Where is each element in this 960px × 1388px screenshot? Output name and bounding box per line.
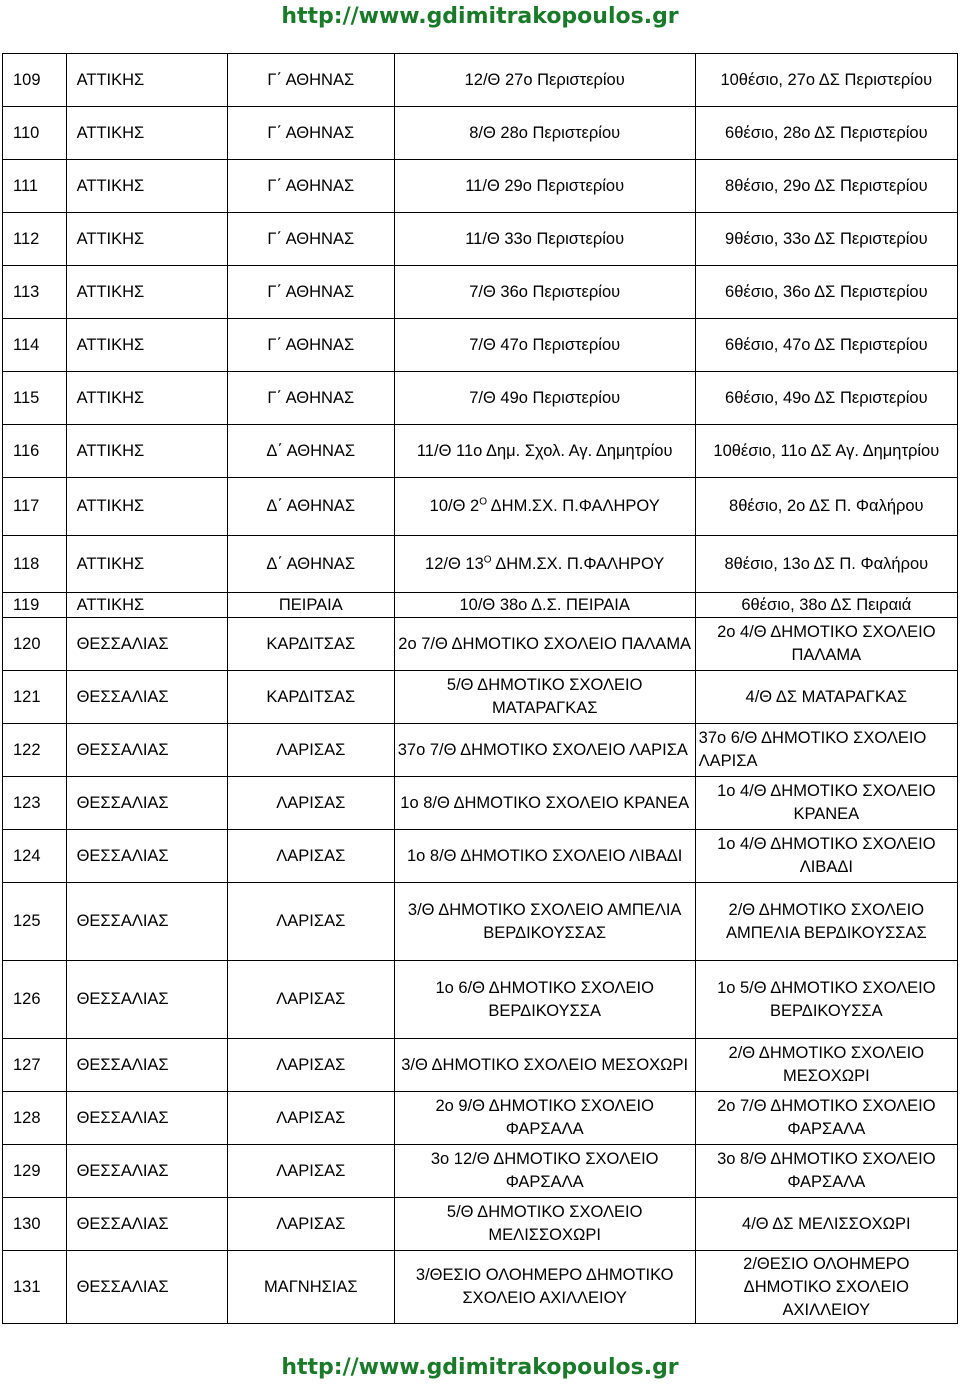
directorate-cell: ΛΑΡΙΣΑΣ (227, 1198, 394, 1251)
row-number: 118 (3, 536, 67, 593)
school-from-cell: 3/Θ ΔΗΜΟΤΙΚΟ ΣΧΟΛΕΙΟ ΜΕΣΟΧΩΡΙ (394, 1039, 695, 1092)
directorate-cell: Γ΄ ΑΘΗΝΑΣ (227, 266, 394, 319)
school-to-cell: 6θέσιο, 28ο ΔΣ Περιστερίου (695, 107, 957, 160)
table-row (3, 1251, 958, 1324)
school-from-cell: 1ο 8/Θ ΔΗΜΟΤΙΚΟ ΣΧΟΛΕΙΟ ΛΙΒΑΔΙ (394, 830, 695, 883)
region-cell: ΘΕΣΣΑΛΙΑΣ (66, 618, 227, 671)
region-cell: ΘΕΣΣΑΛΙΑΣ (66, 671, 227, 724)
row-number: 129 (3, 1145, 67, 1198)
school-from-cell: 5/Θ ΔΗΜΟΤΙΚΟ ΣΧΟΛΕΙΟ ΜΕΛΙΣΣΟΧΩΡΙ (394, 1198, 695, 1251)
school-to-cell: 8θέσιο, 29ο ΔΣ Περιστερίου (695, 160, 957, 213)
header-site-link[interactable]: http://www.gdimitrakopoulos.gr (281, 4, 679, 29)
row-number: 127 (3, 1039, 67, 1092)
directorate-cell: ΛΑΡΙΣΑΣ (227, 777, 394, 830)
school-from-cell: 3/ΘΕΣΙΟ ΟΛΟΗΜΕΡΟ ΔΗΜΟΤΙΚΟ ΣΧΟΛΕΙΟ ΑΧΙΛΛΕΙΟΥ (394, 1251, 695, 1324)
table-row (3, 425, 958, 478)
table-row (3, 319, 958, 372)
school-from-cell: 11/Θ 33ο Περιστερίου (394, 213, 695, 266)
directorate-cell: Γ΄ ΑΘΗΝΑΣ (227, 54, 394, 107)
school-from-cell: 8/Θ 28ο Περιστερίου (394, 107, 695, 160)
school-table-body (3, 54, 958, 1324)
directorate-cell: ΚΑΡΔΙΤΣΑΣ (227, 618, 394, 671)
school-to-cell: 10θέσιο, 27ο ΔΣ Περιστερίου (695, 54, 957, 107)
ordinal-superscript: Ο (483, 554, 492, 565)
table-row (3, 1198, 958, 1251)
school-from-cell: 1ο 6/Θ ΔΗΜΟΤΙΚΟ ΣΧΟΛΕΙΟ ΒΕΡΔΙΚΟΥΣΣΑ (394, 961, 695, 1039)
school-from-cell: 12/Θ 27ο Περιστερίου (394, 54, 695, 107)
directorate-cell: Γ΄ ΑΘΗΝΑΣ (227, 372, 394, 425)
school-from-cell: 3/Θ ΔΗΜΟΤΙΚΟ ΣΧΟΛΕΙΟ ΑΜΠΕΛΙΑ ΒΕΡΔΙΚΟΥΣΣΑΣ (394, 883, 695, 961)
row-number: 113 (3, 266, 67, 319)
table-row (3, 478, 958, 536)
table-row (3, 671, 958, 724)
school-to-cell: 2ο 4/Θ ΔΗΜΟΤΙΚΟ ΣΧΟΛΕΙΟ ΠΑΛΑΜΑ (695, 618, 957, 671)
row-number: 117 (3, 478, 67, 536)
directorate-cell: Δ΄ ΑΘΗΝΑΣ (227, 536, 394, 593)
table-row (3, 1145, 958, 1198)
table-row (3, 54, 958, 107)
school-to-cell: 8θέσιο, 2ο ΔΣ Π. Φαλήρου (695, 478, 957, 536)
school-from-text: ΔΗΜ.ΣΧ. Π.ΦΑΛΗΡΟΥ (491, 554, 665, 573)
region-cell: ΑΤΤΙΚΗΣ (66, 593, 227, 618)
region-cell: ΘΕΣΣΑΛΙΑΣ (66, 1198, 227, 1251)
directorate-cell: ΛΑΡΙΣΑΣ (227, 1039, 394, 1092)
row-number: 110 (3, 107, 67, 160)
school-from-cell: 37ο 7/Θ ΔΗΜΟΤΙΚΟ ΣΧΟΛΕΙΟ ΛΑΡΙΣΑ (394, 724, 695, 777)
school-from-text: 12/Θ 13 (425, 554, 484, 573)
table-row (3, 830, 958, 883)
table-row (3, 883, 958, 961)
school-from-cell (394, 536, 695, 593)
table-row (3, 160, 958, 213)
school-to-cell: 37ο 6/Θ ΔΗΜΟΤΙΚΟ ΣΧΟΛΕΙΟ ΛΑΡΙΣΑ (695, 724, 957, 777)
ordinal-superscript: Ο (479, 496, 487, 508)
region-cell: ΑΤΤΙΚΗΣ (66, 536, 227, 593)
school-from-cell: 7/Θ 49ο Περιστερίου (394, 372, 695, 425)
school-to-cell: 8θέσιο, 13ο ΔΣ Π. Φαλήρου (695, 536, 957, 593)
school-to-cell: 9θέσιο, 33ο ΔΣ Περιστερίου (695, 213, 957, 266)
school-to-cell: 6θέσιο, 47ο ΔΣ Περιστερίου (695, 319, 957, 372)
school-to-cell: 10θέσιο, 11ο ΔΣ Αγ. Δημητρίου (695, 425, 957, 478)
row-number: 115 (3, 372, 67, 425)
footer-site-link[interactable]: http://www.gdimitrakopoulos.gr (281, 1355, 679, 1380)
school-from-text: 10/Θ 2 (429, 497, 480, 515)
region-cell: ΑΤΤΙΚΗΣ (66, 266, 227, 319)
school-from-cell: 5/Θ ΔΗΜΟΤΙΚΟ ΣΧΟΛΕΙΟ ΜΑΤΑΡΑΓΚΑΣ (394, 671, 695, 724)
row-number: 131 (3, 1251, 67, 1324)
table-row (3, 372, 958, 425)
row-number: 114 (3, 319, 67, 372)
school-to-cell: 2/Θ ΔΗΜΟΤΙΚΟ ΣΧΟΛΕΙΟ ΜΕΣΟΧΩΡΙ (695, 1039, 957, 1092)
region-cell: ΑΤΤΙΚΗΣ (66, 213, 227, 266)
region-cell: ΘΕΣΣΑΛΙΑΣ (66, 1039, 227, 1092)
school-to-cell: 1ο 5/Θ ΔΗΜΟΤΙΚΟ ΣΧΟΛΕΙΟ ΒΕΡΔΙΚΟΥΣΣΑ (695, 961, 957, 1039)
row-number: 119 (3, 593, 67, 618)
region-cell: ΘΕΣΣΑΛΙΑΣ (66, 777, 227, 830)
school-from-cell: 1ο 8/Θ ΔΗΜΟΤΙΚΟ ΣΧΟΛΕΙΟ ΚΡΑΝΕΑ (394, 777, 695, 830)
table-row (3, 1092, 958, 1145)
row-number: 122 (3, 724, 67, 777)
directorate-cell: ΜΑΓΝΗΣΙΑΣ (227, 1251, 394, 1324)
school-from-cell: 2ο 9/Θ ΔΗΜΟΤΙΚΟ ΣΧΟΛΕΙΟ ΦΑΡΣΑΛΑ (394, 1092, 695, 1145)
table-row (3, 107, 958, 160)
school-to-cell: 2/ΘΕΣΙΟ ΟΛΟΗΜΕΡΟ ΔΗΜΟΤΙΚΟ ΣΧΟΛΕΙΟ ΑΧΙΛΛΕΙΟΥ (695, 1251, 957, 1324)
directorate-cell: Γ΄ ΑΘΗΝΑΣ (227, 107, 394, 160)
row-number: 128 (3, 1092, 67, 1145)
directorate-cell: Γ΄ ΑΘΗΝΑΣ (227, 213, 394, 266)
school-from-cell: 10/Θ 38ο Δ.Σ. ΠΕΙΡΑΙΑ (394, 593, 695, 618)
school-from-cell: 7/Θ 36ο Περιστερίου (394, 266, 695, 319)
school-to-cell: 2ο 7/Θ ΔΗΜΟΤΙΚΟ ΣΧΟΛΕΙΟ ΦΑΡΣΑΛΑ (695, 1092, 957, 1145)
school-to-cell: 6θέσιο, 36ο ΔΣ Περιστερίου (695, 266, 957, 319)
school-from-cell: 3ο 12/Θ ΔΗΜΟΤΙΚΟ ΣΧΟΛΕΙΟ ΦΑΡΣΑΛΑ (394, 1145, 695, 1198)
school-to-cell: 1ο 4/Θ ΔΗΜΟΤΙΚΟ ΣΧΟΛΕΙΟ ΛΙΒΑΔΙ (695, 830, 957, 883)
directorate-cell: Δ΄ ΑΘΗΝΑΣ (227, 425, 394, 478)
table-row (3, 1039, 958, 1092)
school-from-cell: 7/Θ 47ο Περιστερίου (394, 319, 695, 372)
school-to-cell: 2/Θ ΔΗΜΟΤΙΚΟ ΣΧΟΛΕΙΟ ΑΜΠΕΛΙΑ ΒΕΡΔΙΚΟΥΣΣΑΣ (695, 883, 957, 961)
directorate-cell: ΛΑΡΙΣΑΣ (227, 1092, 394, 1145)
directorate-cell: ΛΑΡΙΣΑΣ (227, 724, 394, 777)
directorate-cell: Δ΄ ΑΘΗΝΑΣ (227, 478, 394, 536)
region-cell: ΘΕΣΣΑΛΙΑΣ (66, 830, 227, 883)
region-cell: ΑΤΤΙΚΗΣ (66, 107, 227, 160)
row-number: 111 (3, 160, 67, 213)
school-from-cell: 2ο 7/Θ ΔΗΜΟΤΙΚΟ ΣΧΟΛΕΙΟ ΠΑΛΑΜΑ (394, 618, 695, 671)
school-table (2, 53, 958, 1324)
region-cell: ΑΤΤΙΚΗΣ (66, 372, 227, 425)
row-number: 126 (3, 961, 67, 1039)
table-row (3, 593, 958, 618)
region-cell: ΘΕΣΣΑΛΙΑΣ (66, 961, 227, 1039)
school-to-cell: 3ο 8/Θ ΔΗΜΟΤΙΚΟ ΣΧΟΛΕΙΟ ΦΑΡΣΑΛΑ (695, 1145, 957, 1198)
region-cell: ΘΕΣΣΑΛΙΑΣ (66, 1092, 227, 1145)
table-row (3, 777, 958, 830)
table-row (3, 618, 958, 671)
directorate-cell: Γ΄ ΑΘΗΝΑΣ (227, 319, 394, 372)
row-number: 109 (3, 54, 67, 107)
directorate-cell: ΛΑΡΙΣΑΣ (227, 961, 394, 1039)
school-from-cell: 11/Θ 29ο Περιστερίου (394, 160, 695, 213)
directorate-cell: ΚΑΡΔΙΤΣΑΣ (227, 671, 394, 724)
region-cell: ΑΤΤΙΚΗΣ (66, 478, 227, 536)
row-number: 123 (3, 777, 67, 830)
region-cell: ΑΤΤΙΚΗΣ (66, 319, 227, 372)
school-to-cell: 6θέσιο, 38ο ΔΣ Πειραιά (695, 593, 957, 618)
school-from-cell (394, 478, 695, 536)
school-to-cell: 6θέσιο, 49ο ΔΣ Περιστερίου (695, 372, 957, 425)
directorate-cell: ΠΕΙΡΑΙΑ (227, 593, 394, 618)
region-cell: ΑΤΤΙΚΗΣ (66, 425, 227, 478)
school-to-cell: 4/Θ ΔΣ ΜΕΛΙΣΣΟΧΩΡΙ (695, 1198, 957, 1251)
region-cell: ΘΕΣΣΑΛΙΑΣ (66, 883, 227, 961)
row-number: 120 (3, 618, 67, 671)
directorate-cell: ΛΑΡΙΣΑΣ (227, 883, 394, 961)
table-row (3, 536, 958, 593)
region-cell: ΘΕΣΣΑΛΙΑΣ (66, 1145, 227, 1198)
region-cell: ΘΕΣΣΑΛΙΑΣ (66, 1251, 227, 1324)
row-number: 121 (3, 671, 67, 724)
region-cell: ΑΤΤΙΚΗΣ (66, 54, 227, 107)
region-cell: ΑΤΤΙΚΗΣ (66, 160, 227, 213)
table-row (3, 724, 958, 777)
table-row (3, 961, 958, 1039)
school-from-cell: 11/Θ 11ο Δημ. Σχολ. Αγ. Δημητρίου (394, 425, 695, 478)
directorate-cell: ΛΑΡΙΣΑΣ (227, 1145, 394, 1198)
row-number: 130 (3, 1198, 67, 1251)
directorate-cell: Γ΄ ΑΘΗΝΑΣ (227, 160, 394, 213)
school-from-text: ΔΗΜ.ΣΧ. Π.ΦΑΛΗΡΟΥ (486, 497, 660, 515)
row-number: 124 (3, 830, 67, 883)
directorate-cell: ΛΑΡΙΣΑΣ (227, 830, 394, 883)
table-row (3, 266, 958, 319)
region-cell: ΘΕΣΣΑΛΙΑΣ (66, 724, 227, 777)
row-number: 116 (3, 425, 67, 478)
school-to-cell: 4/Θ ΔΣ ΜΑΤΑΡΑΓΚΑΣ (695, 671, 957, 724)
row-number: 125 (3, 883, 67, 961)
table-row (3, 213, 958, 266)
row-number: 112 (3, 213, 67, 266)
school-to-cell: 1ο 4/Θ ΔΗΜΟΤΙΚΟ ΣΧΟΛΕΙΟ ΚΡΑΝΕΑ (695, 777, 957, 830)
